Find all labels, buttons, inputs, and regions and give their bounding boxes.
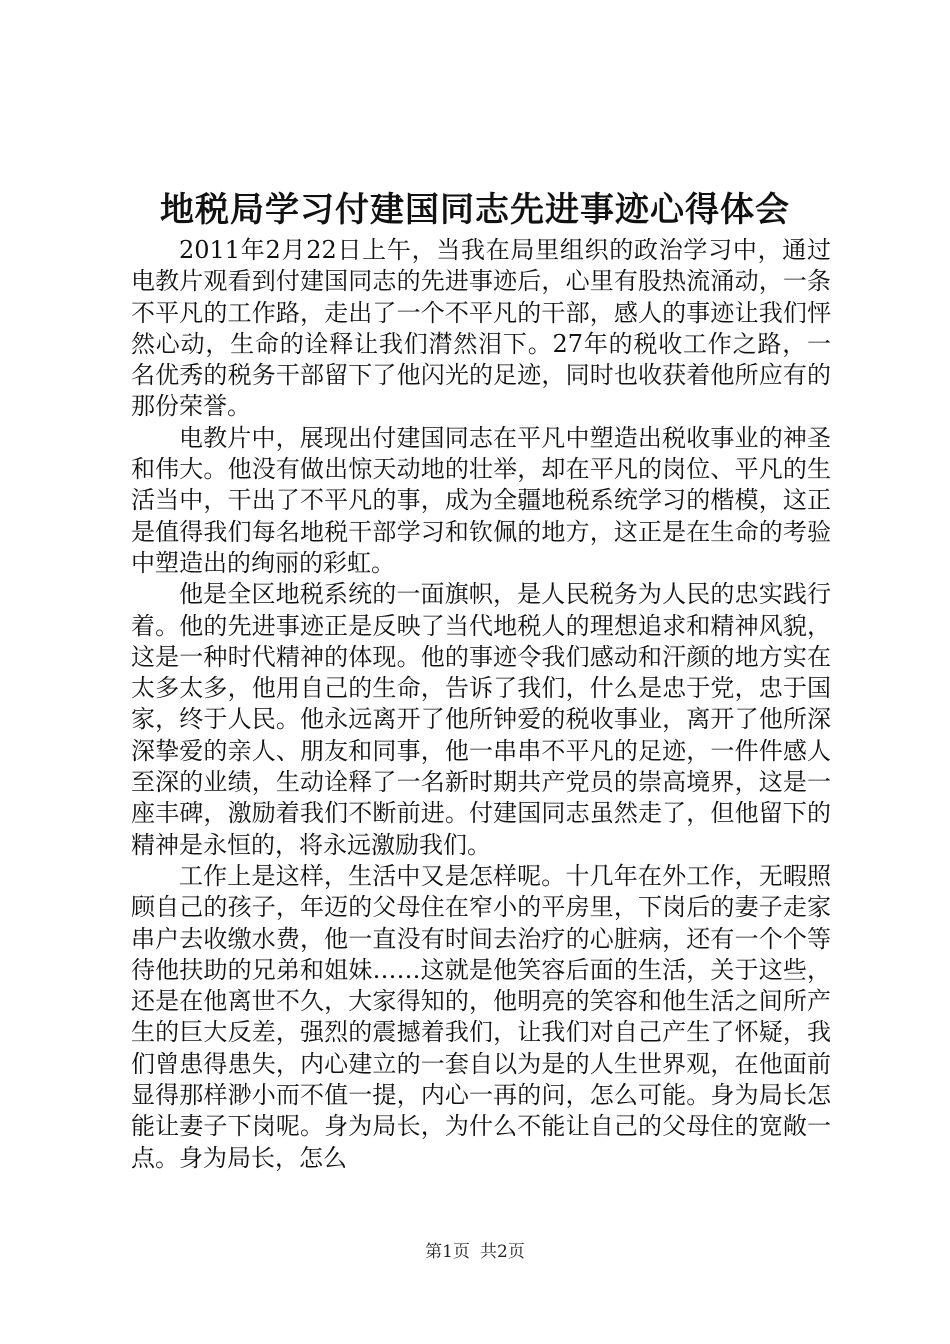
page-footer [0,1240,950,1264]
document-body [131,235,831,1174]
paragraph-3: 他是全区地税系统的一面旗帜，是人民税务为人民的忠实践行着。他的先进事迹正是反映了当代地税人的理想追求和精神风貌，这是一种时代精神的体现。他的事迹令我们感动和汗颜的地方实在太多太多，他用自己的生命，告诉了我们，什么是忠于党，忠于国家，终于人民。他永远离开了他所钟爱的税收事业，离开了他所深深挚爱的亲人、朋友和同事，他一串串不平凡的足迹，一件件感人至深的业绩，生动诠释了一名新时期共产党员的崇高境界，这是一座丰碑，激励着我们不断前进。付建国同志虽然走了，但他留下的精神是永恒的，将永远激励我们。 [131,580,831,859]
document-title: 地税局学习付建国同志先进事迹心得体会 [160,190,790,230]
paragraph-4: 工作上是这样，生活中又是怎样呢。十几年在外工作，无暇照顾自己的孩子，年迈的父母住在窄小的平房里，下岗后的妻子走家串户去收缴水费，他一直没有时间去治疗的心脏病，还有一个个等待他扶助的兄弟和姐妹……这就是他笑容后面的生活，关于这些，还是在他离世不久，大家得知的，他明亮的笑容和他生活之间所产生的巨大反差，强烈的震撼着我们，让我们对自己产生了怀疑，我们曾患得患失，内心建立的一套自以为是的人生世界观，在他面前显得那样渺小而不值一提，内心一再的问，怎么可能。身为局长怎能让妻子下岗呢。身为局长，为什么不能让自己的父母住的宽敞一点。身为局长，怎么 [131,861,831,1172]
paragraph-2: 电教片中，展现出付建国同志在平凡中塑造出税收事业的神圣和伟大。他没有做出惊天动地的壮举，却在平凡的岗位、平凡的生活当中，干出了不平凡的事，成为全疆地税系统学习的楷模，这正是值得我们每名地税干部学习和钦佩的地方，这正是在生命的考验中塑造出的绚丽的彩虹。 [131,423,831,577]
page-total: 共2页 [480,1242,525,1262]
paragraph-1: 2011年2月22日上午，当我在局里组织的政治学习中，通过电教片观看到付建国同志的先进事迹后，心里有股热流涌动，一条不平凡的工作路，走出了一个不平凡的干部，感人的事迹让我们怦然心动，生命的诠释让我们潸然泪下。27年的税收工作之路，一名优秀的税务干部留下了他闪光的足迹，同时也收获着他所应有的那份荣誉。 [131,236,831,421]
page-number: 第1页 [425,1242,470,1262]
